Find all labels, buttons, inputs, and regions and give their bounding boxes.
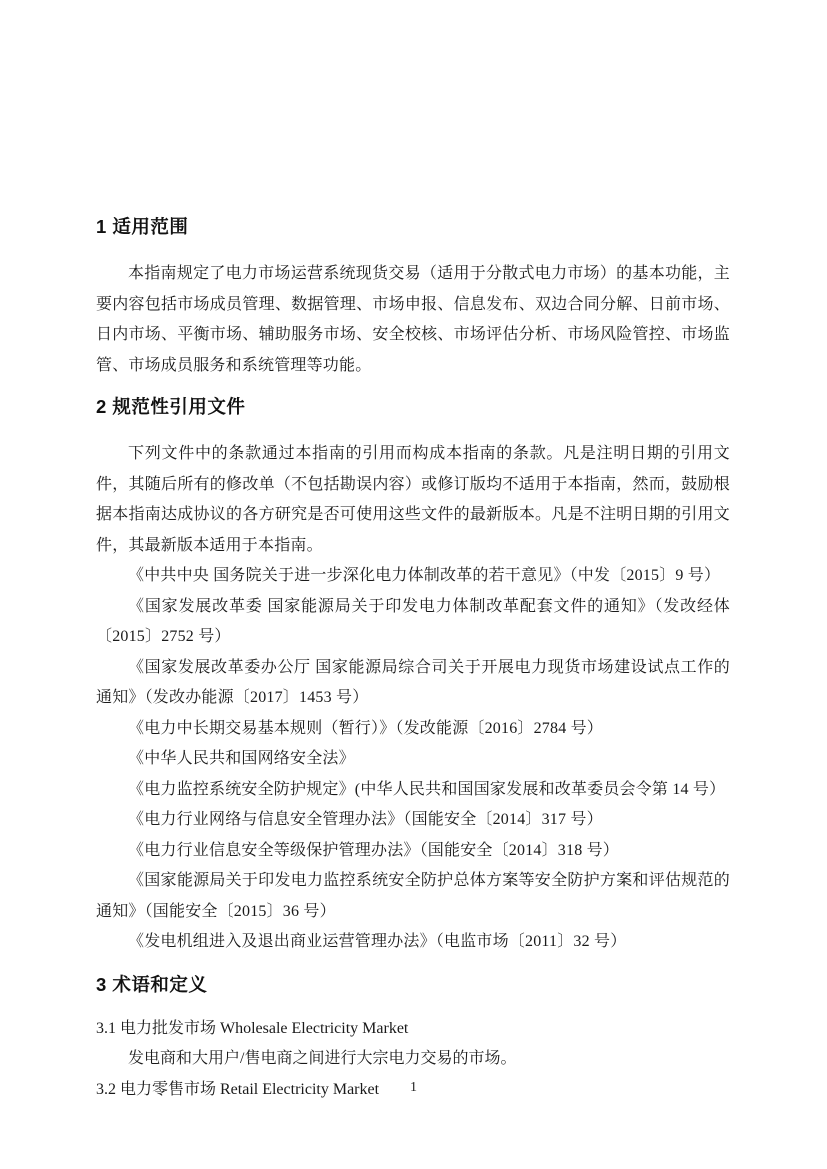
page-number: 1 [410, 1080, 417, 1095]
reference-item: 《国家发展改革委 国家能源局关于印发电力体制改革配套文件的通知》（发改经体〔2015〕2752 号） [96, 597, 730, 645]
reference-item: 《发电机组进入及退出商业运营管理办法》（电监市场〔2011〕32 号） [128, 933, 627, 950]
reference-item: 《电力行业网络与信息安全管理办法》（国能安全〔2014〕317 号） [128, 811, 603, 828]
section-2-heading: 2 规范性引用文件 [96, 396, 246, 417]
reference-item: 《电力行业信息安全等级保护管理办法》（国能安全〔2014〕318 号） [128, 841, 620, 859]
reference-item: 《中共中央 国务院关于进一步深化电力体制改革的若干意见》（中发〔2015〕9 号） [128, 567, 721, 584]
reference-item: 《电力监控系统安全防护规定》(中华人民共和国国家发展和改革委员会令第 14 号） [128, 780, 726, 798]
term-label: 3.2 电力零售市场 Retail Electricity Market [96, 1080, 380, 1098]
reference-item: 《国家能源局关于印发电力监控系统安全防护总体方案等安全防护方案和评估规范的通知》（国能安全〔2015〕36 号） [96, 872, 730, 920]
section-2-paragraph: 下列文件中的条款通过本指南的引用而构成本指南的条款。凡是注明日期的引用文件，其随后所有的修改单（不包括勘误内容）或修订版均不适用于本指南，然而，鼓励根据本指南达成协议的各方研究是否可使用这些文件的最新版本。凡是不注明日期的引用文件，其最新版本适用于本指南。 [96, 445, 730, 554]
term-label: 3.1 电力批发市场 Wholesale Electricity Market [96, 1019, 409, 1037]
section-1-paragraph: 本指南规定了电力市场运营系统现货交易（适用于分散式电力市场）的基本功能，主要内容包括市场成员管理、数据管理、市场申报、信息发布、双边合同分解、日前市场、日内市场、平衡市场、辅助服务市场、安全校核、市场评估分析、市场风险管控、市场监管、市场成员服务和系统管理等功能。 [96, 265, 730, 374]
section-scope [96, 214, 730, 381]
section-1-heading: 1 适用范围 [96, 216, 189, 237]
reference-item: 《国家发展改革委办公厅 国家能源局综合司关于开展电力现货市场建设试点工作的通知》（发改办能源〔2017〕1453 号） [96, 658, 730, 706]
term-entry [96, 1014, 730, 1075]
reference-item: 《电力中长期交易基本规则（暂行）》（发改能源〔2016〕2784 号） [128, 719, 604, 737]
term-definition: 发电商和大用户/售电商之间进行大宗电力交易的市场。 [128, 1050, 517, 1067]
reference-item: 《中华人民共和国网络安全法》 [128, 750, 355, 767]
section-3-heading: 3 术语和定义 [96, 973, 208, 995]
section-normative-references [96, 394, 730, 958]
reference-list [96, 561, 730, 958]
